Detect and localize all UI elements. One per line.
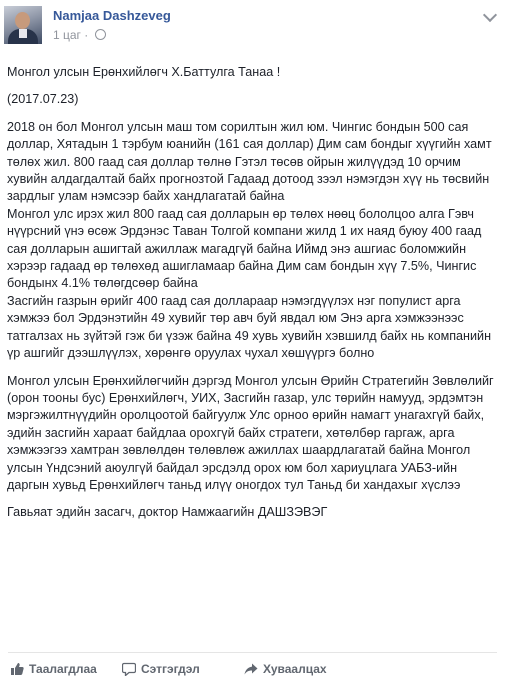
divider <box>8 652 497 653</box>
post-paragraph: 2018 он бол Монгол улсын маш том сорилтын жил юм. Чингис бондын 500 сая доллар, Хятадын 1 тэрбум юанийн (161 сая доллар) Дим сам бондыг хүүгийн хамт төлөх жил. 800 гаад сая доллар төлнө Гэтэл төсөв ойрын жилүүдэд 10 орчим хувийн алдагдалтай байх прогнозтой Гадаад дотоод зээл нэмэгдэн хүү нь төсвийн зардлыг улам нэмсээр байх хандлагатай байна Монгол улс ирэх жил 800 гаад сая долларын өр төлөх нөөц бололцоо алга Гэвч нүүрсний үнэ өсөж Эрдэнэс Таван Толгой компани жилд 1 их наяд буюу 400 гаад сая долларын ашигтай ажиллаж магадгүй байна Иймд энэ ашгиас боломжийн хэрээр гадаад өр төлөхөд ашигламаар байна Дим сам бондын хүү 7.5%, Чингис бондынх 4.1% төлөгдсөөр байна Засгийн газрын өрийг 400 гаад сая доллараар нэмэгдүүлэх нэг популист арга хэмжээ бол Эрдэнэтийн 49 хувийг төр авч буй явдал юм Энэ арга хэмжээнээс татгалзах нь зүйтэй гэж би үзэж байна 49 хувь хувийн хэвшилд байх нь компанийн үр ашгийг дээшлүүлэх, хөрөнгө оруулах чухал хөшүүргэ болно <box>7 119 492 361</box>
post-header <box>0 0 505 48</box>
share-label: Хуваалцах <box>263 662 327 676</box>
comment-label: Сэтгэгдэл <box>141 662 200 676</box>
chevron-down-icon[interactable] <box>483 8 497 22</box>
post-title: Монгол улсын Ерөнхийлөгч Х.Баттулга Танаа ! <box>7 65 281 79</box>
post-body <box>7 64 497 532</box>
action-bar <box>0 655 505 683</box>
globe-icon <box>95 29 106 40</box>
meta-separator: · <box>84 28 89 42</box>
comment-icon <box>122 662 136 676</box>
post-signature: Гавьяат эдийн засагч, доктор Намжаагийн ДАШЗЭВЭГ <box>7 505 328 520</box>
thumbs-up-icon <box>10 662 24 676</box>
post-meta <box>53 28 106 42</box>
post-date: (2017.07.23) <box>7 92 79 107</box>
like-label: Таалагдлаа <box>29 662 97 676</box>
post-paragraph: Монгол улсын Ерөнхийлөгчийн дэргэд Монгол улсын Өрийн Стратегийн Зөвлөлийг (орон тооны бус) Ерөнхийлөгч, УИХ, Засгийн газар, улс төрийн намууд, эрдэмтэн мэргэжилтнүүдийн оролцоотой байгуулж Улс орноо өрийн намагт унагахгүй байх, эдийн засгийн хараат байдлаа орохгүй байх стратеги, хөтөлбөр гаргаж, арга хэмжээгээ хамтран зөвлөлдөн төлөвлөж ажиллах шаардлагатай байна Монгол улсын Үндсэний аюулгүй байдал эрсдэлд орох юм бол хариуцлага УАБЗ-ийн даргын хувьд Ерөнхийлөгч таньд илүү оногдох тул Таньд би хандахыг хүслээ <box>7 373 494 492</box>
share-button[interactable] <box>244 660 327 678</box>
share-icon <box>244 662 258 676</box>
like-button[interactable] <box>10 660 97 678</box>
avatar[interactable] <box>4 6 42 44</box>
post-timestamp[interactable]: 1 цаг <box>53 28 81 42</box>
author-name[interactable]: Namjaa Dashzeveg <box>53 8 171 23</box>
comment-button[interactable] <box>122 660 200 678</box>
